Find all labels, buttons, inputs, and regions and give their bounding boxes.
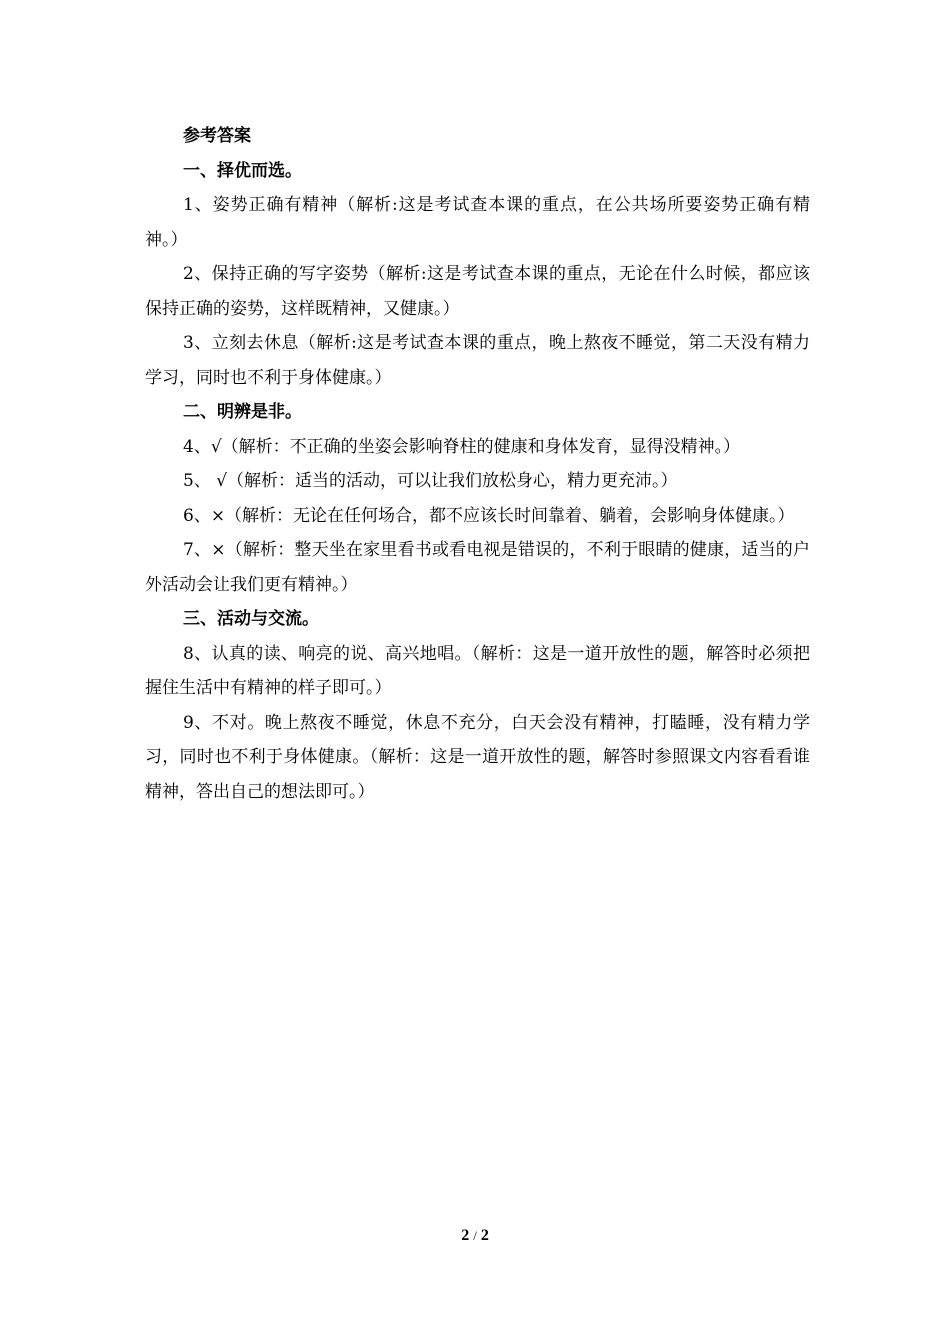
answer-item: 4、√（解析：不正确的坐姿会影响脊柱的健康和身体发育，显得没精神。） bbox=[183, 436, 741, 457]
answer-item: 1、姿势正确有精神（解析:这是考试查本课的重点，在公共场所要姿势正确有精神。） bbox=[145, 195, 810, 250]
answer-item: 2、保持正确的写字姿势（解析:这是考试查本课的重点，无论在什么时候，都应该保持正确的姿势，这样既精神，又健康。） bbox=[145, 264, 810, 319]
section-heading: 二、明辨是非。 bbox=[183, 402, 302, 422]
section-heading: 一、择优而选。 bbox=[183, 160, 302, 181]
page-separator: / bbox=[473, 1228, 477, 1243]
answer-item: 7、×（解析：整天坐在家里看书或看电视是错误的，不利于眼睛的健康，适当的户外活动会让我们更有精神。） bbox=[145, 540, 810, 595]
answer-item: 5、 √（解析：适当的活动，可以让我们放松身心，精力更充沛。） bbox=[183, 471, 678, 491]
answer-item: 9、不对。晚上熬夜不睡觉，休息不充分，白天会没有精神，打瞌睡，没有精力学习，同时也不利于身体健康。（解析：这是一道开放性的题，解答时参照课文内容看看谁精神，答出自己的想法即可。） bbox=[145, 712, 810, 802]
section-heading: 三、活动与交流。 bbox=[183, 609, 319, 629]
answer-item: 3、立刻去休息（解析:这是考试查本课的重点，晚上熬夜不睡觉，第二天没有精力学习，同时也不利于身体健康。） bbox=[145, 333, 810, 388]
answer-item: 8、认真的读、响亮的说、高兴地唱。（解析：这是一道开放性的题，解答时必须把握住生活中有精神的样子即可。） bbox=[145, 643, 810, 698]
answer-key-body bbox=[145, 119, 810, 809]
total-pages: 2 bbox=[480, 1227, 489, 1244]
current-page: 2 bbox=[461, 1227, 470, 1244]
answer-item: 6、×（解析：无论在任何场合，都不应该长时间靠着、躺着，会影响身体健康。） bbox=[183, 505, 795, 526]
answer-key-title: 参考答案 bbox=[183, 126, 251, 146]
page-number bbox=[0, 1227, 950, 1245]
